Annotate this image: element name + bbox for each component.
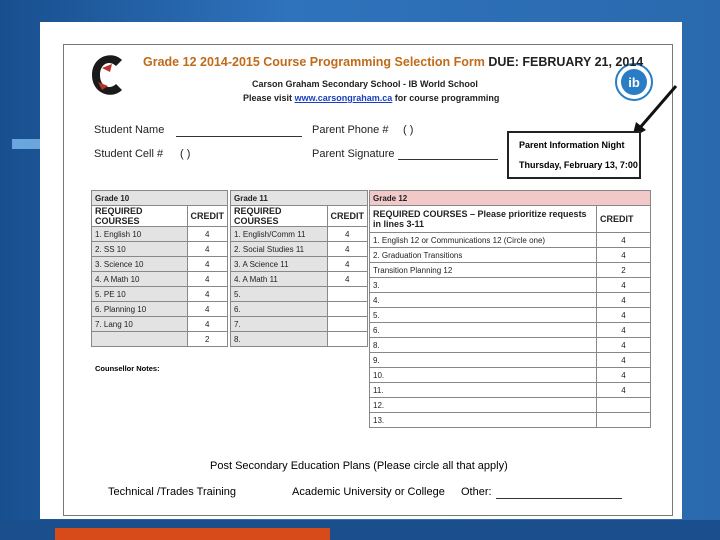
student-name-label: Student Name <box>94 124 165 136</box>
credit-cell: 4 <box>327 257 368 272</box>
option-trades-training[interactable]: Technical /Trades Training <box>108 486 236 498</box>
credit-cell <box>327 302 368 317</box>
visit-suffix: for course programming <box>394 93 500 103</box>
credit-cell: 4 <box>597 368 651 383</box>
table-row: 6. Planning 10 <box>92 302 188 317</box>
school-name: Carson Graham Secondary School - IB World School <box>252 79 478 89</box>
table-row: 2. Graduation Transitions <box>370 248 597 263</box>
credit-cell: 4 <box>597 338 651 353</box>
pin-title: Parent Information Night <box>519 140 625 150</box>
carson-graham-logo-icon <box>88 52 128 98</box>
table-row: 1. English 10 <box>92 227 188 242</box>
table-row: 9. <box>370 353 597 368</box>
table-row: 3. A Science 11 <box>231 257 328 272</box>
svg-text:ib: ib <box>628 75 640 90</box>
table-row: 4. <box>370 293 597 308</box>
table-row: 6. <box>231 302 328 317</box>
credit-cell: 2 <box>597 263 651 278</box>
credit-cell <box>597 413 651 428</box>
table-row: 3. Science 10 <box>92 257 188 272</box>
credit-cell <box>597 398 651 413</box>
credit-cell: 4 <box>187 242 228 257</box>
credit-cell: 4 <box>327 272 368 287</box>
grade11-heading: Grade 11 <box>231 191 368 206</box>
credit-cell: 4 <box>597 308 651 323</box>
grade10-col-credit: CREDIT <box>187 206 228 227</box>
grade12-col-credit: CREDIT <box>597 206 651 233</box>
credit-cell: 4 <box>597 353 651 368</box>
credit-cell: 2 <box>187 332 228 347</box>
credit-cell: 4 <box>327 227 368 242</box>
credit-cell: 4 <box>597 323 651 338</box>
website-link[interactable]: www.carsongraham.ca <box>294 93 393 103</box>
table-row: 12. <box>370 398 597 413</box>
student-cell-label: Student Cell # <box>94 148 164 160</box>
title-grade-number: 12 <box>182 55 197 69</box>
slide-bottom-accent <box>55 528 330 540</box>
option-other-label: Other: <box>461 486 492 498</box>
credit-cell: 4 <box>597 383 651 398</box>
option-other-field[interactable] <box>496 498 622 499</box>
table-row: 1. English/Comm 11 <box>231 227 328 242</box>
option-academic-university[interactable]: Academic University or College <box>292 486 445 498</box>
title-due-date: DUE: FEBRUARY 21, 2014 <box>488 55 644 69</box>
pin-date: Thursday, February 13, 7:00 <box>519 160 638 170</box>
credit-cell: 4 <box>187 287 228 302</box>
form-title <box>143 55 643 69</box>
credit-cell: 4 <box>187 227 228 242</box>
table-row: 10. <box>370 368 597 383</box>
table-row: 8. <box>370 338 597 353</box>
grade11-col-credit: CREDIT <box>327 206 368 227</box>
post-secondary-heading: Post Secondary Education Plans (Please circle all that apply) <box>210 460 508 472</box>
parent-phone-label: Parent Phone # <box>312 124 389 136</box>
credit-cell: 4 <box>327 242 368 257</box>
title-grade-word: Grade <box>143 55 180 69</box>
visit-line <box>243 93 499 103</box>
grade12-col-courses: REQUIRED COURSES – Please prioritize requests in lines 3-11 <box>370 206 597 233</box>
credit-cell <box>327 287 368 302</box>
table-row: 1. English 12 or Communications 12 (Circle one) <box>370 233 597 248</box>
grade10-col-courses: REQUIRED COURSES <box>92 206 188 227</box>
table-row <box>92 332 188 347</box>
parent-phone-field[interactable]: ( ) <box>403 124 414 136</box>
form-sheet <box>40 22 682 519</box>
counsellor-notes-label: Counsellor Notes: <box>95 364 160 373</box>
table-row: 8. <box>231 332 328 347</box>
credit-cell: 4 <box>187 317 228 332</box>
parent-signature-field[interactable] <box>398 159 498 160</box>
credit-cell: 4 <box>187 302 228 317</box>
student-cell-field[interactable]: ( ) <box>180 148 191 160</box>
grade10-table <box>91 190 228 347</box>
table-row: Transition Planning 12 <box>370 263 597 278</box>
table-row: 7. Lang 10 <box>92 317 188 332</box>
table-row: 4. A Math 10 <box>92 272 188 287</box>
grade12-heading: Grade 12 <box>370 191 651 206</box>
grade12-table <box>369 190 651 428</box>
credit-cell <box>327 332 368 347</box>
credit-cell: 4 <box>187 257 228 272</box>
table-row: 3. <box>370 278 597 293</box>
table-row: 11. <box>370 383 597 398</box>
parent-info-night-box <box>507 131 641 179</box>
student-name-field[interactable] <box>176 136 302 137</box>
credit-cell <box>327 317 368 332</box>
visit-prefix: Please visit <box>243 93 293 103</box>
credit-cell: 4 <box>187 272 228 287</box>
grade10-heading: Grade 10 <box>92 191 228 206</box>
table-row: 6. <box>370 323 597 338</box>
parent-signature-label: Parent Signature <box>312 148 395 160</box>
grade11-table <box>230 190 368 347</box>
table-row: 13. <box>370 413 597 428</box>
table-row: 4. A Math 11 <box>231 272 328 287</box>
table-row: 5. <box>231 287 328 302</box>
credit-cell: 4 <box>597 233 651 248</box>
table-row: 5. <box>370 308 597 323</box>
table-row: 7. <box>231 317 328 332</box>
table-row: 2. SS 10 <box>92 242 188 257</box>
table-row: 2. Social Studies 11 <box>231 242 328 257</box>
credit-cell: 4 <box>597 278 651 293</box>
grade11-col-courses: REQUIRED COURSES <box>231 206 328 227</box>
credit-cell: 4 <box>597 293 651 308</box>
credit-cell: 4 <box>597 248 651 263</box>
title-rest: 2014-2015 Course Programming Selection Form <box>200 55 485 69</box>
table-row: 5. PE 10 <box>92 287 188 302</box>
